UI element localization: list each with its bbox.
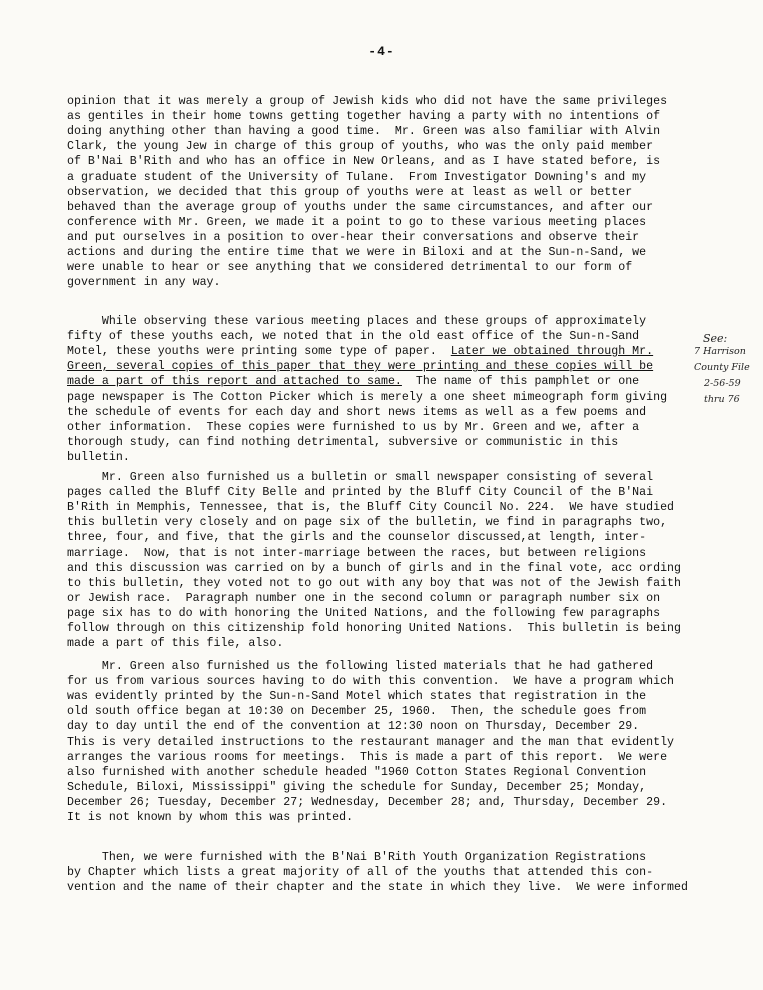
text-line: were unable to hear or see anything that we considered detrimental to our form of	[67, 261, 633, 275]
text-line: Then, we were furnished with the B'Nai B'Rith Youth Organization Registrations	[67, 851, 647, 864]
text-line: to this bulletin, they voted not to go out with any boy that was not of the Jewish faith	[67, 576, 682, 590]
text-line: Mr. Green also furnished us a bulletin or small newspaper consisting of several	[67, 471, 654, 484]
text-line: other information. These copies were furnished to us by Mr. Green and we, after a	[67, 420, 640, 434]
text-line: the schedule of events for each day and short news items as well as a few poems and	[67, 405, 647, 419]
text-line: doing anything other than having a good time. Mr. Green was also familiar with Alvin	[67, 125, 661, 139]
text-line: made a part of this report and attached to same. The name of this pamphlet or one	[67, 375, 640, 389]
text-line: behaved than the average group of youths under the same circumstances, and after our	[67, 200, 654, 214]
text-line: actions and during the entire time that we were in Biloxi and at the Sun-n-Sand, we	[67, 246, 647, 259]
page-number: -4-	[368, 44, 395, 59]
text-line: old south office began at 10:30 on December 25, 1960. Then, the schedule goes from	[67, 705, 647, 719]
text-line: Clark, the young Jew in charge of this group of youths, who was the only paid member	[67, 140, 654, 154]
text-line: pages called the Bluff City Belle and printed by the Bluff City Council of the B'Nai	[67, 486, 654, 500]
text-line: as gentiles in their home towns getting together having a party with no intentions of	[67, 110, 661, 124]
margin-note-see: See:	[703, 332, 728, 345]
margin-note-line4: thru 76	[704, 394, 740, 405]
text-line: thorough study, can find nothing detrimental, subversive or communistic in this	[67, 435, 619, 449]
text-line: bulletin.	[67, 450, 130, 464]
text-line: a graduate student of the University of Tulane. From Investigator Downing's and my	[67, 170, 647, 184]
text-line: vention and the name of their chapter and the state in which they live. We were informed	[67, 881, 688, 895]
text-line: and put ourselves in a position to over-hear their conversations and observe their	[67, 230, 640, 244]
text-line: Motel, these youths were printing some type of paper. Later we obtained through Mr.	[67, 345, 654, 359]
margin-note-line1: 7 Harrison	[694, 346, 746, 357]
text-line: December 26; Tuesday, December 27; Wednesday, December 28; and, Thursday, December 29.	[67, 795, 668, 809]
text-line: Green, several copies of this paper that they were printing and these copies will be	[67, 360, 654, 374]
text-line: made a part of this file, also.	[67, 637, 284, 651]
text-line: arranges the various rooms for meetings. This is made a part of this report. We were	[67, 750, 668, 764]
text-line: marriage. Now, that is not inter-marriage between the races, but between religions	[67, 546, 647, 560]
text-line: This is very detailed instructions to the restaurant manager and the man that evidently	[67, 735, 675, 749]
text-line: also furnished with another schedule headed "1960 Cotton States Regional Convention	[67, 765, 647, 779]
text-line: this bulletin very closely and on page six of the bulletin, we find in paragraphs two,	[67, 516, 668, 530]
text-line: for us from various sources having to do with this convention. We have a program which	[67, 675, 675, 689]
text-line: While observing these various meeting places and these groups of approximately	[67, 315, 647, 328]
text-line: B'Rith in Memphis, Tennessee, that is, the Bluff City Council No. 224. We have studied	[67, 501, 675, 515]
text-line: page newspaper is The Cotton Picker which is merely a one sheet mimeograph form giving	[67, 390, 668, 404]
text-line: Mr. Green also furnished us the following listed materials that he had gathered	[67, 660, 654, 673]
text-line: day to day until the end of the convention at 12:30 noon on Thursday, December 29.	[67, 720, 640, 734]
text-line: was evidently printed by the Sun-n-Sand Motel which states that registration in the	[67, 690, 647, 704]
text-line: conference with Mr. Green, we made it a point to go to these various meeting places	[67, 215, 647, 229]
text-line: fifty of these youths each, we noted that in the old east office of the Sun-n-Sand	[67, 330, 640, 344]
text-line: It is not known by whom this was printed.	[67, 811, 354, 824]
margin-note-line2: County File	[694, 362, 750, 373]
text-line: or Jewish race. Paragraph number one in the second column or paragraph number six on	[67, 591, 661, 605]
text-line: opinion that it was merely a group of Jewish kids who did not have the same privileges	[67, 95, 668, 108]
text-line: government in any way.	[67, 276, 221, 290]
text-line: by Chapter which lists a great majority of all of the youths that attended this con-	[67, 866, 654, 880]
text-line: of B'Nai B'Rith and who has an office in New Orleans, and as I have stated before, is	[67, 155, 661, 169]
text-line: and this discussion was carried on by a bunch of girls and in the final vote, acc ording	[67, 561, 682, 575]
text-line: three, four, and five, that the girls and the counselor discussed,at length, inter-	[67, 531, 647, 545]
margin-note-line3: 2-56-59	[704, 378, 741, 389]
text-line: Schedule, Biloxi, Mississippi" giving the schedule for Sunday, December 25; Monday,	[67, 780, 647, 794]
text-line: page six has to do with honoring the United Nations, and the following few paragraphs	[67, 606, 661, 620]
text-line: follow through on this citizenship fold honoring United Nations. This bulletin is being	[67, 622, 682, 635]
text-line: observation, we decided that this group of youths were at least as well or better	[67, 185, 633, 199]
